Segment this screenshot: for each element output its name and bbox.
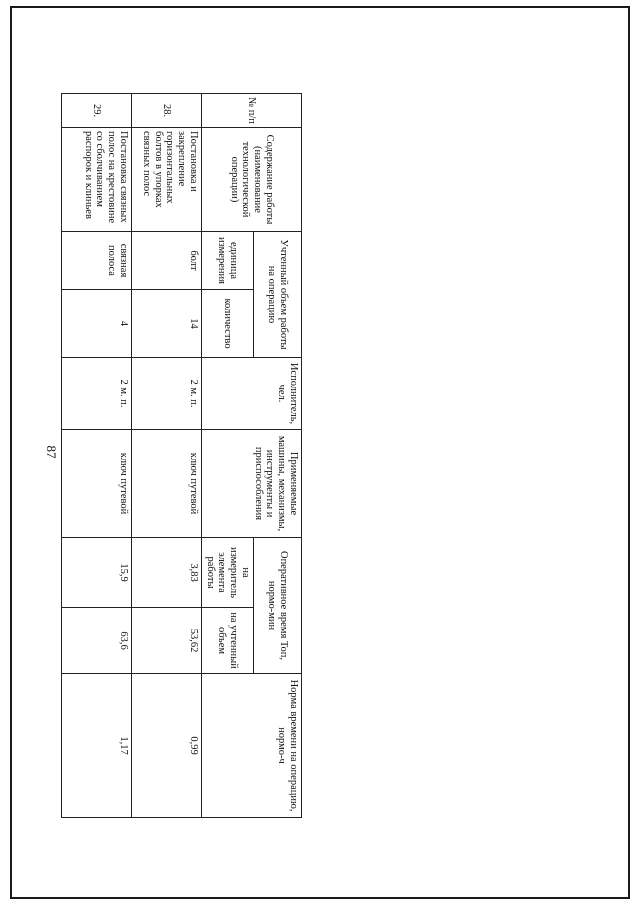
row-per-meter: 3,83 xyxy=(132,538,202,608)
header-machines: Применяемые машины, механизмы, инструменты и приспособления xyxy=(202,430,302,538)
header-content: Содержание работы (наименование технологической операции) xyxy=(202,128,302,232)
row-executor: 2 м. п. xyxy=(132,358,202,430)
row-machines: ключ путевой xyxy=(62,430,132,538)
row-content: Постановка и закрепление горизонтальных болтов в упорках связных полос xyxy=(132,128,202,232)
header-per-volume: на учтенный объем xyxy=(202,608,254,674)
header-per-meter: на измеритель элемента работы xyxy=(202,538,254,608)
row-per-meter: 15,9 xyxy=(62,538,132,608)
row-num: 28. xyxy=(132,94,202,128)
row-machines: ключ путевой xyxy=(132,430,202,538)
header-executor: Исполнитель, чел. xyxy=(202,358,302,430)
header-num: № п/п xyxy=(202,94,302,128)
row-unit: болт xyxy=(132,232,202,290)
header-optime-group: Оперативное время Топ, нормо-мин xyxy=(254,538,302,674)
norms-table-region xyxy=(76,93,302,817)
row-per-volume: 63,6 xyxy=(62,608,132,674)
row-num: 29. xyxy=(62,94,132,128)
page-number: 87 xyxy=(44,445,59,459)
header-volume-group: Учтенный объем работы на операцию xyxy=(254,232,302,358)
row-norm: 1,17 xyxy=(62,674,132,818)
row-unit: связная полоса xyxy=(62,232,132,290)
norms-table-rotated xyxy=(76,93,302,817)
table-row xyxy=(62,94,132,818)
row-norm: 0,99 xyxy=(132,674,202,818)
row-quantity: 4 xyxy=(62,290,132,358)
row-executor: 2 м. п. xyxy=(62,358,132,430)
header-quantity: количество xyxy=(202,290,254,358)
row-per-volume: 53,62 xyxy=(132,608,202,674)
header-unit: единица измерения xyxy=(202,232,254,290)
row-quantity: 14 xyxy=(132,290,202,358)
row-content: Постановка связных полос на крестовине со сболчиванием распорок и клиньев xyxy=(62,128,132,232)
table-row xyxy=(132,94,202,818)
header-norm: Норма времени на операцию, нормо-ч xyxy=(202,674,302,818)
norms-table xyxy=(61,93,302,818)
